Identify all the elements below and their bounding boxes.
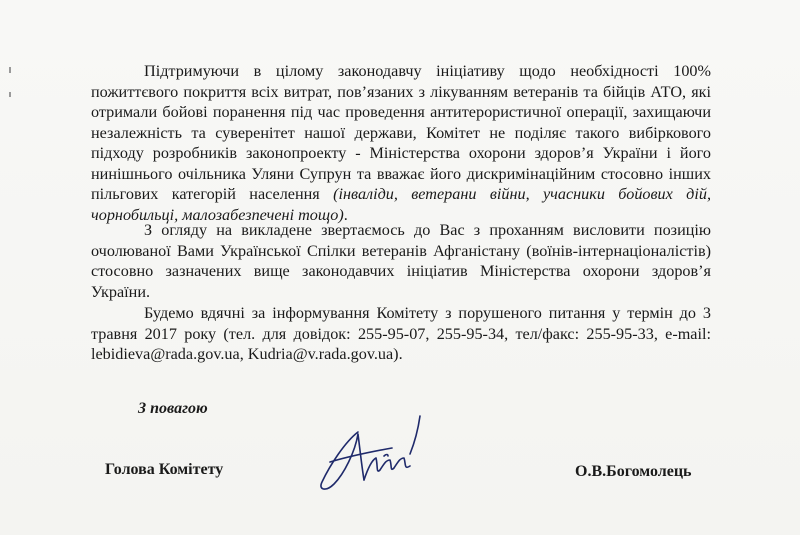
signatory-name: О.В.Богомолець [575,463,692,480]
margin-mark [9,67,11,73]
paragraph-2-text: З огляду на викладене звертаємось до Вас з проханням висловити позицію очолюваної Вами Української Спілки ветеранів Афганістану (воїнів-інтернаціоналістів) стосовно зазначених вище законодавчих ініціатив Міністерства охорони здоров’я України. [91,221,711,301]
paragraph-2 [91,220,711,302]
paragraph-3 [91,303,711,365]
paragraph-1-end: . [343,205,348,224]
paragraph-3-text: Будемо вдячні за інформування Комітету з порушеного питання у термін до 3 травня 2017 року (тел. для довідок: 255-95-07, 255-95-34, тел/факс: 255-95-33, e-mail: lebidieva@rada.gov.ua, Kudria@v.rada.gov.ua). [91,304,711,363]
margin-mark [9,92,11,97]
handwritten-signature [300,410,450,500]
paragraph-1-italic: (інваліди, ветерани війни, учасники бойових дій, чорнобильці, малозабезпечені тощо) [91,185,711,224]
paragraph-1 [91,61,711,225]
paragraph-1-text: Підтримуючи в цілому законодавчу ініціативу щодо необхідності 100% пожиттєвого покриття всіх витрат, пов’язаних з лікуванням ветеранів та бійців АТО, які отримали бойові поранення під час проведення антитерористичної операції, захищаючи незалежність та суверенітет нашої держави, Комітет не поділяє такого вибіркового підходу розробників законопроекту - Міністерства охорони здоров’я України і його нинішнього очільника Уляни Супрун та вважає його дискримінаційним стосовно інших пільгових категорій населення [91,62,711,203]
signatory-role: Голова Комітету [105,461,224,478]
closing-phrase: З повагою [138,400,208,417]
